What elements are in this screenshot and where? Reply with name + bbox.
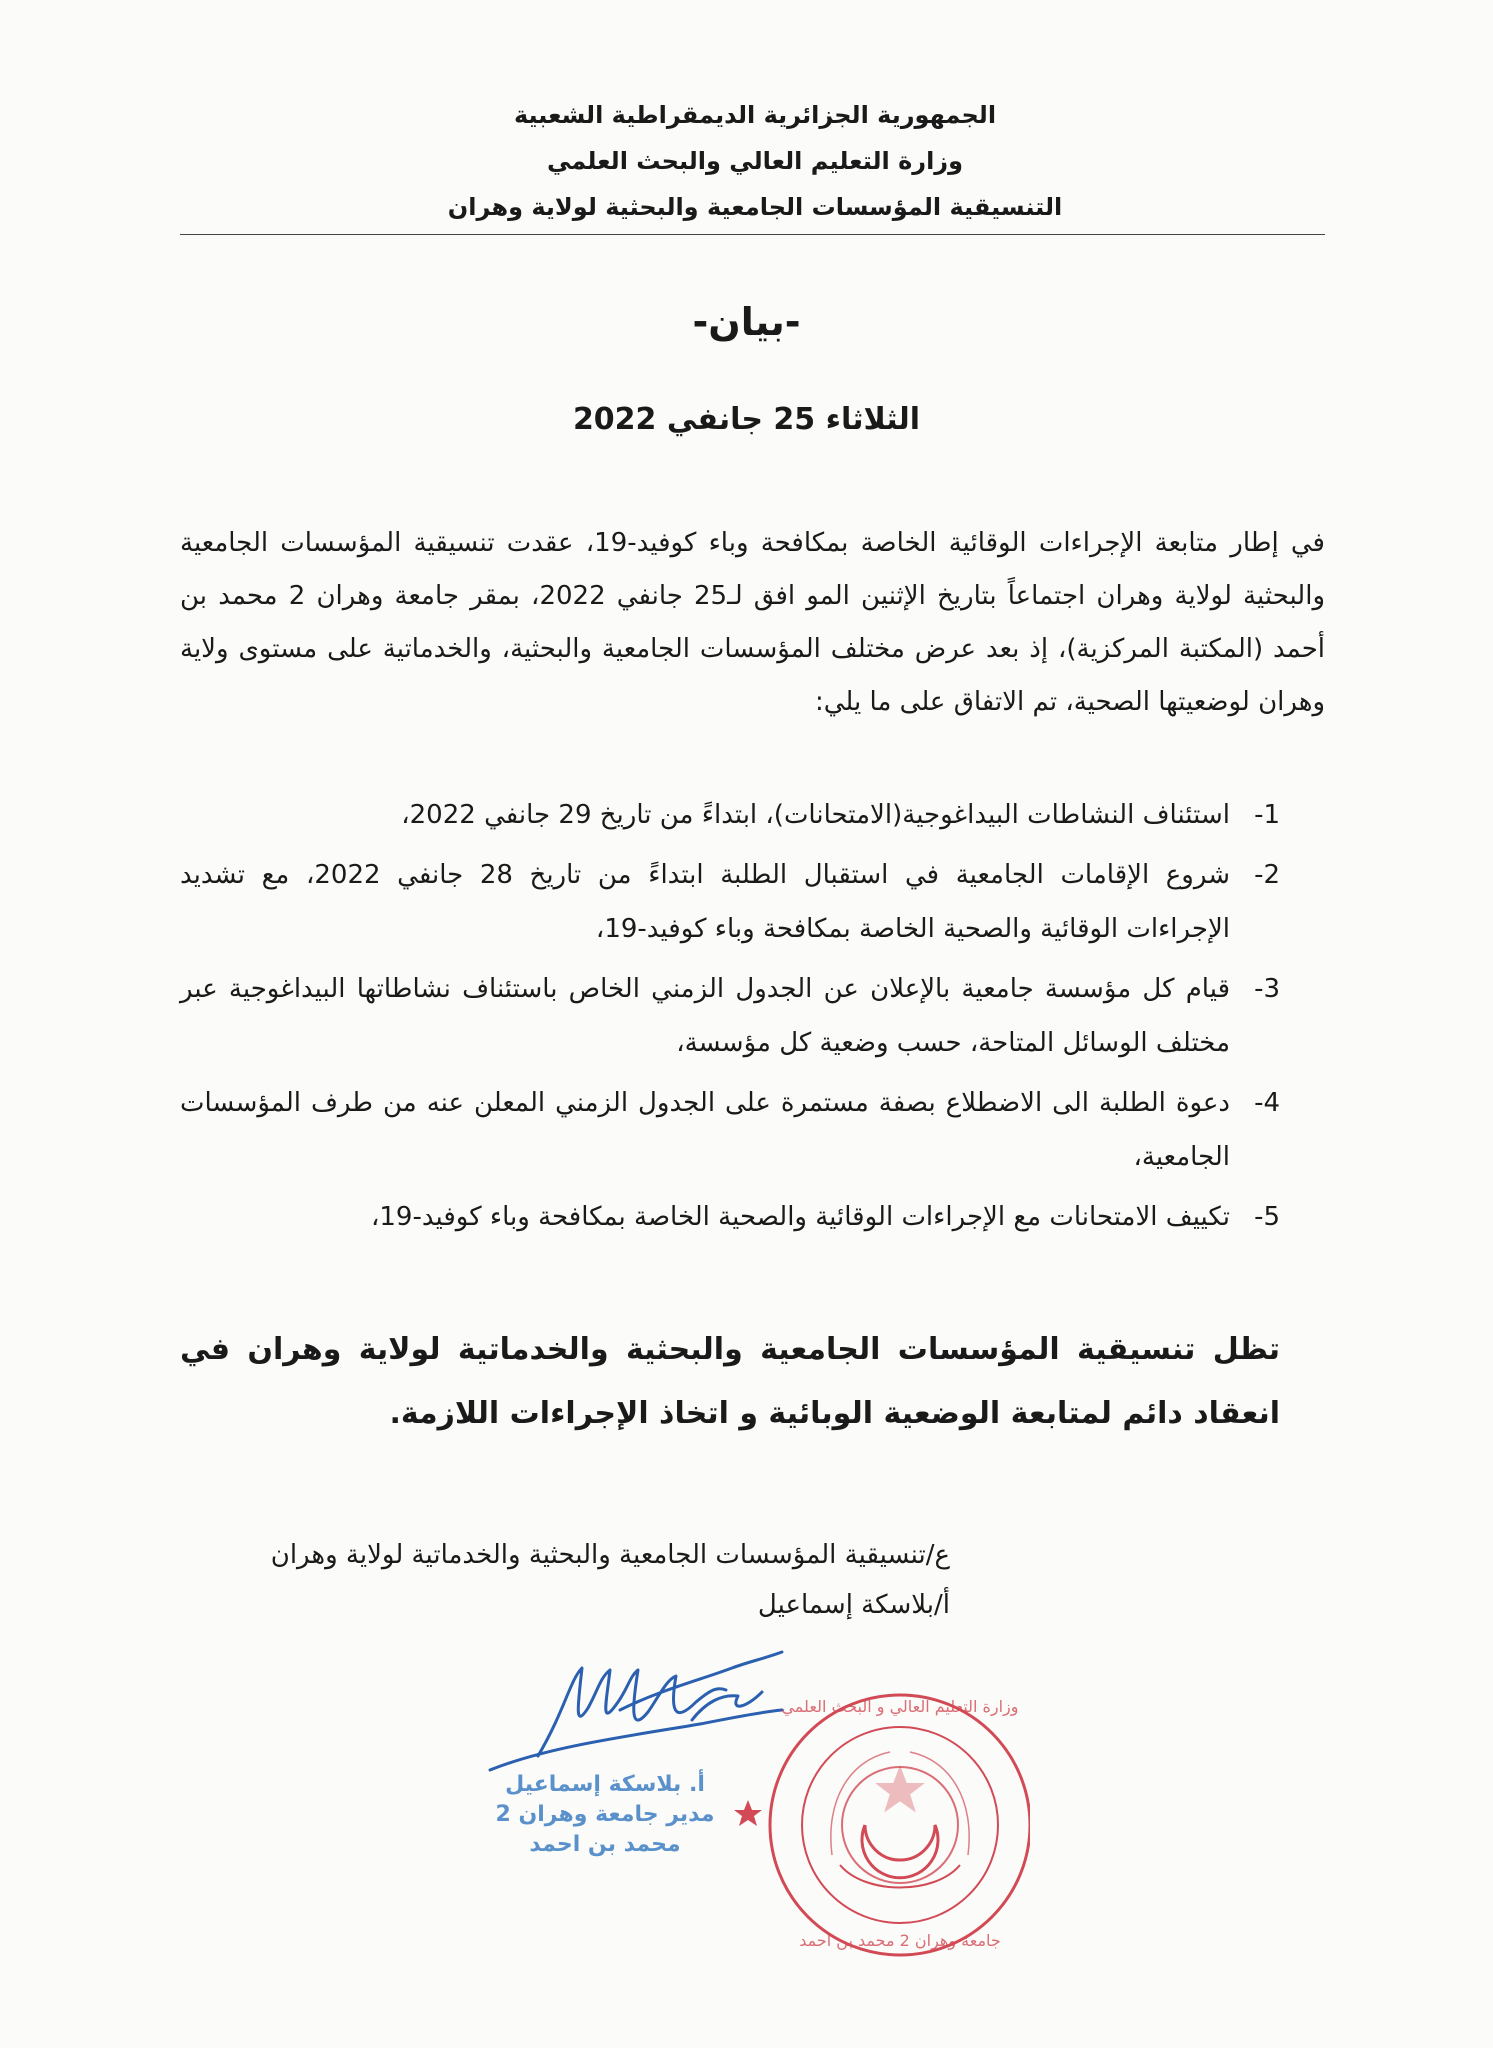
list-item	[180, 788, 1280, 842]
document-date: الثلاثاء 25 جانفي 2022	[572, 402, 921, 437]
intro-paragraph: في إطار متابعة الإجراءات الوقائية الخاصة بمكافحة وباء كوفيد-19، عقدت تنسيقية المؤسسات الجامعية والبحثية لولاية وهران اجتماعاً بتاريخ الإثنين المو افق لـ25 جانفي 2022، بمقر جامعة وهران 2 محمد بن أحمد (المكتبة المركزية)، إذ بعد عرض مختلف المؤسسات الجامعية والبحثية، والخدماتية على مستوى ولاية وهران لوضعيتها الصحية، تم الاتفاق على ما يلي:	[180, 528, 1325, 717]
letterhead	[180, 92, 1330, 230]
list-item-number: 5-	[1254, 1202, 1280, 1232]
stamp-title: مدير جامعة وهران 2	[495, 1802, 715, 1827]
round-seal	[770, 1695, 1030, 1955]
official-name-stamp	[470, 1770, 740, 1860]
signature-on-behalf: ع/تنسيقية المؤسسات الجامعية والبحثية والخدماتية لولاية وهران	[270, 1540, 950, 1570]
signature-block	[180, 1530, 950, 1630]
list-item	[180, 1190, 1280, 1244]
list-item-text: قيام كل مؤسسة جامعية بالإعلان عن الجدول الزمني الخاص باستئناف نشاطاتها البيداغوجية عبر مختلف الوسائل المتاحة، حسب وضعية كل مؤسسة،	[180, 974, 1230, 1058]
list-item	[180, 1076, 1280, 1184]
header-ministry: وزارة التعليم العالي والبحث العلمي	[546, 147, 964, 175]
seal-outer-text: وزارة التعليم العالي و البحث العلمي	[781, 1697, 1019, 1716]
closing-statement: تظل تنسيقية المؤسسات الجامعية والبحثية والخدماتية لولاية وهران في انعقاد دائم لمتابعة الوضعية الوبائية و اتخاذ الإجراءات اللازمة.	[180, 1332, 1280, 1431]
header-coordination: التنسيقية المؤسسات الجامعية والبحثية لولاية وهران	[447, 193, 1063, 221]
list-item-number: 4-	[1254, 1088, 1280, 1118]
list-item-number: 1-	[1254, 800, 1280, 830]
signatory-name: أ/بلاسكة إسماعيل	[757, 1590, 950, 1620]
list-item	[180, 848, 1280, 956]
list-item-text: تكييف الامتحانات مع الإجراءات الوقائية والصحية الخاصة بمكافحة وباء كوفيد-19،	[370, 1202, 1230, 1232]
handwritten-signature	[490, 1652, 782, 1770]
document-title: -بيان-	[692, 300, 801, 344]
list-item	[180, 962, 1280, 1070]
list-item-number: 2-	[1254, 860, 1280, 890]
decision-list	[180, 788, 1280, 1250]
header-divider	[180, 234, 1325, 235]
seal-bottom-text: جامعة وهران 2 محمد بن احمد	[799, 1931, 1001, 1950]
stamp-name: أ. بلاسكة إسماعيل	[505, 1772, 705, 1797]
list-item-number: 3-	[1254, 974, 1280, 1004]
header-republic: الجمهورية الجزائرية الديمقراطية الشعبية	[513, 101, 997, 129]
list-item-text: دعوة الطلبة الى الاضطلاع بصفة مستمرة على الجدول الزمني المعلن عنه من طرف المؤسسات الجامعية،	[180, 1088, 1230, 1172]
list-item-text: استئناف النشاطات البيداغوجية(الامتحانات)، ابتداءً من تاريخ 29 جانفي 2022،	[401, 800, 1230, 830]
list-item-text: شروع الإقامات الجامعية في استقبال الطلبة ابتداءً من تاريخ 28 جانفي 2022، مع تشديد الإجراءات الوقائية والصحية الخاصة بمكافحة وباء كوفيد-19،	[180, 860, 1230, 944]
stamp-university: محمد بن احمد	[529, 1832, 681, 1857]
